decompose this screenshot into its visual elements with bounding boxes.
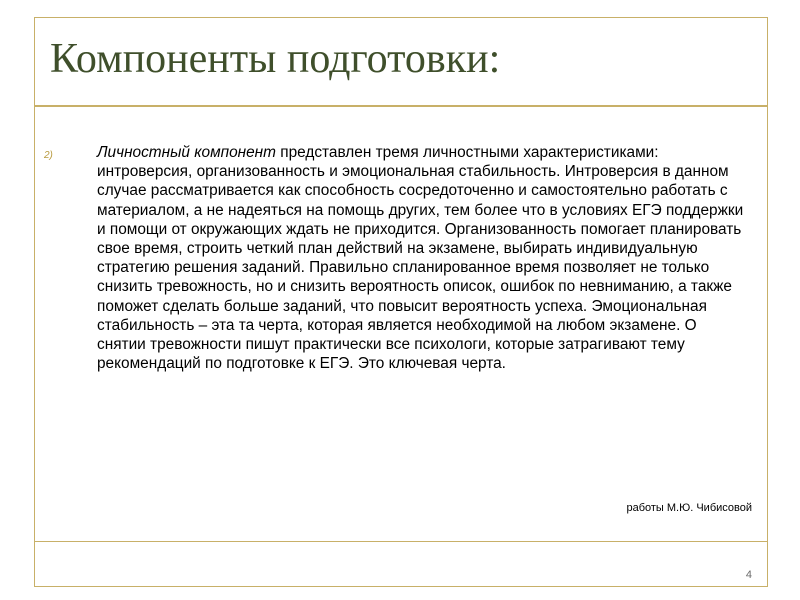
- body-paragraph: [97, 143, 747, 373]
- bullet-marker: 2): [44, 150, 53, 161]
- frame-right-rule: [767, 17, 768, 587]
- body-text: представлен тремя личностными характеристиками: интроверсия, организованность и эмоциональная стабильность. Интроверсия в данном случае рассматривается как способность сосредоточенно и самостоятельно работать с материалом, а не надеяться на помощь других, тем более что в условиях ЕГЭ поддержки и помощи от окружающих ждать не приходится. Организованность помогает планировать свое время, строить четкий план действий на экзамене, выбирать индивидуальную стратегию решения заданий. Правильно спланированное время позволяет не только снизить тревожность, но и снизить вероятность описок, ошибок по невниманию, а также поможет сделать больше заданий, что повысит вероятность успеха. Эмоциональная стабильность – эта та черта, которая является необходимой на любом экзамене. О снятии тревожности пишут практически все психологи, которые затрагивают тему рекомендаций по подготовке к ЕГЭ. Это ключевая черта.: [97, 144, 744, 373]
- slide-title: Компоненты подготовки:: [50, 36, 501, 82]
- title-underline: [34, 105, 768, 107]
- body-lead-term: Личностный компонент: [97, 144, 276, 161]
- source-credit: работы М.Ю. Чибисовой: [626, 502, 752, 514]
- frame-left-rule: [34, 17, 35, 587]
- frame-bottom-rule: [34, 586, 768, 587]
- frame-top-rule: [34, 17, 768, 18]
- page-number: 4: [745, 569, 752, 581]
- footer-rule: [34, 541, 768, 542]
